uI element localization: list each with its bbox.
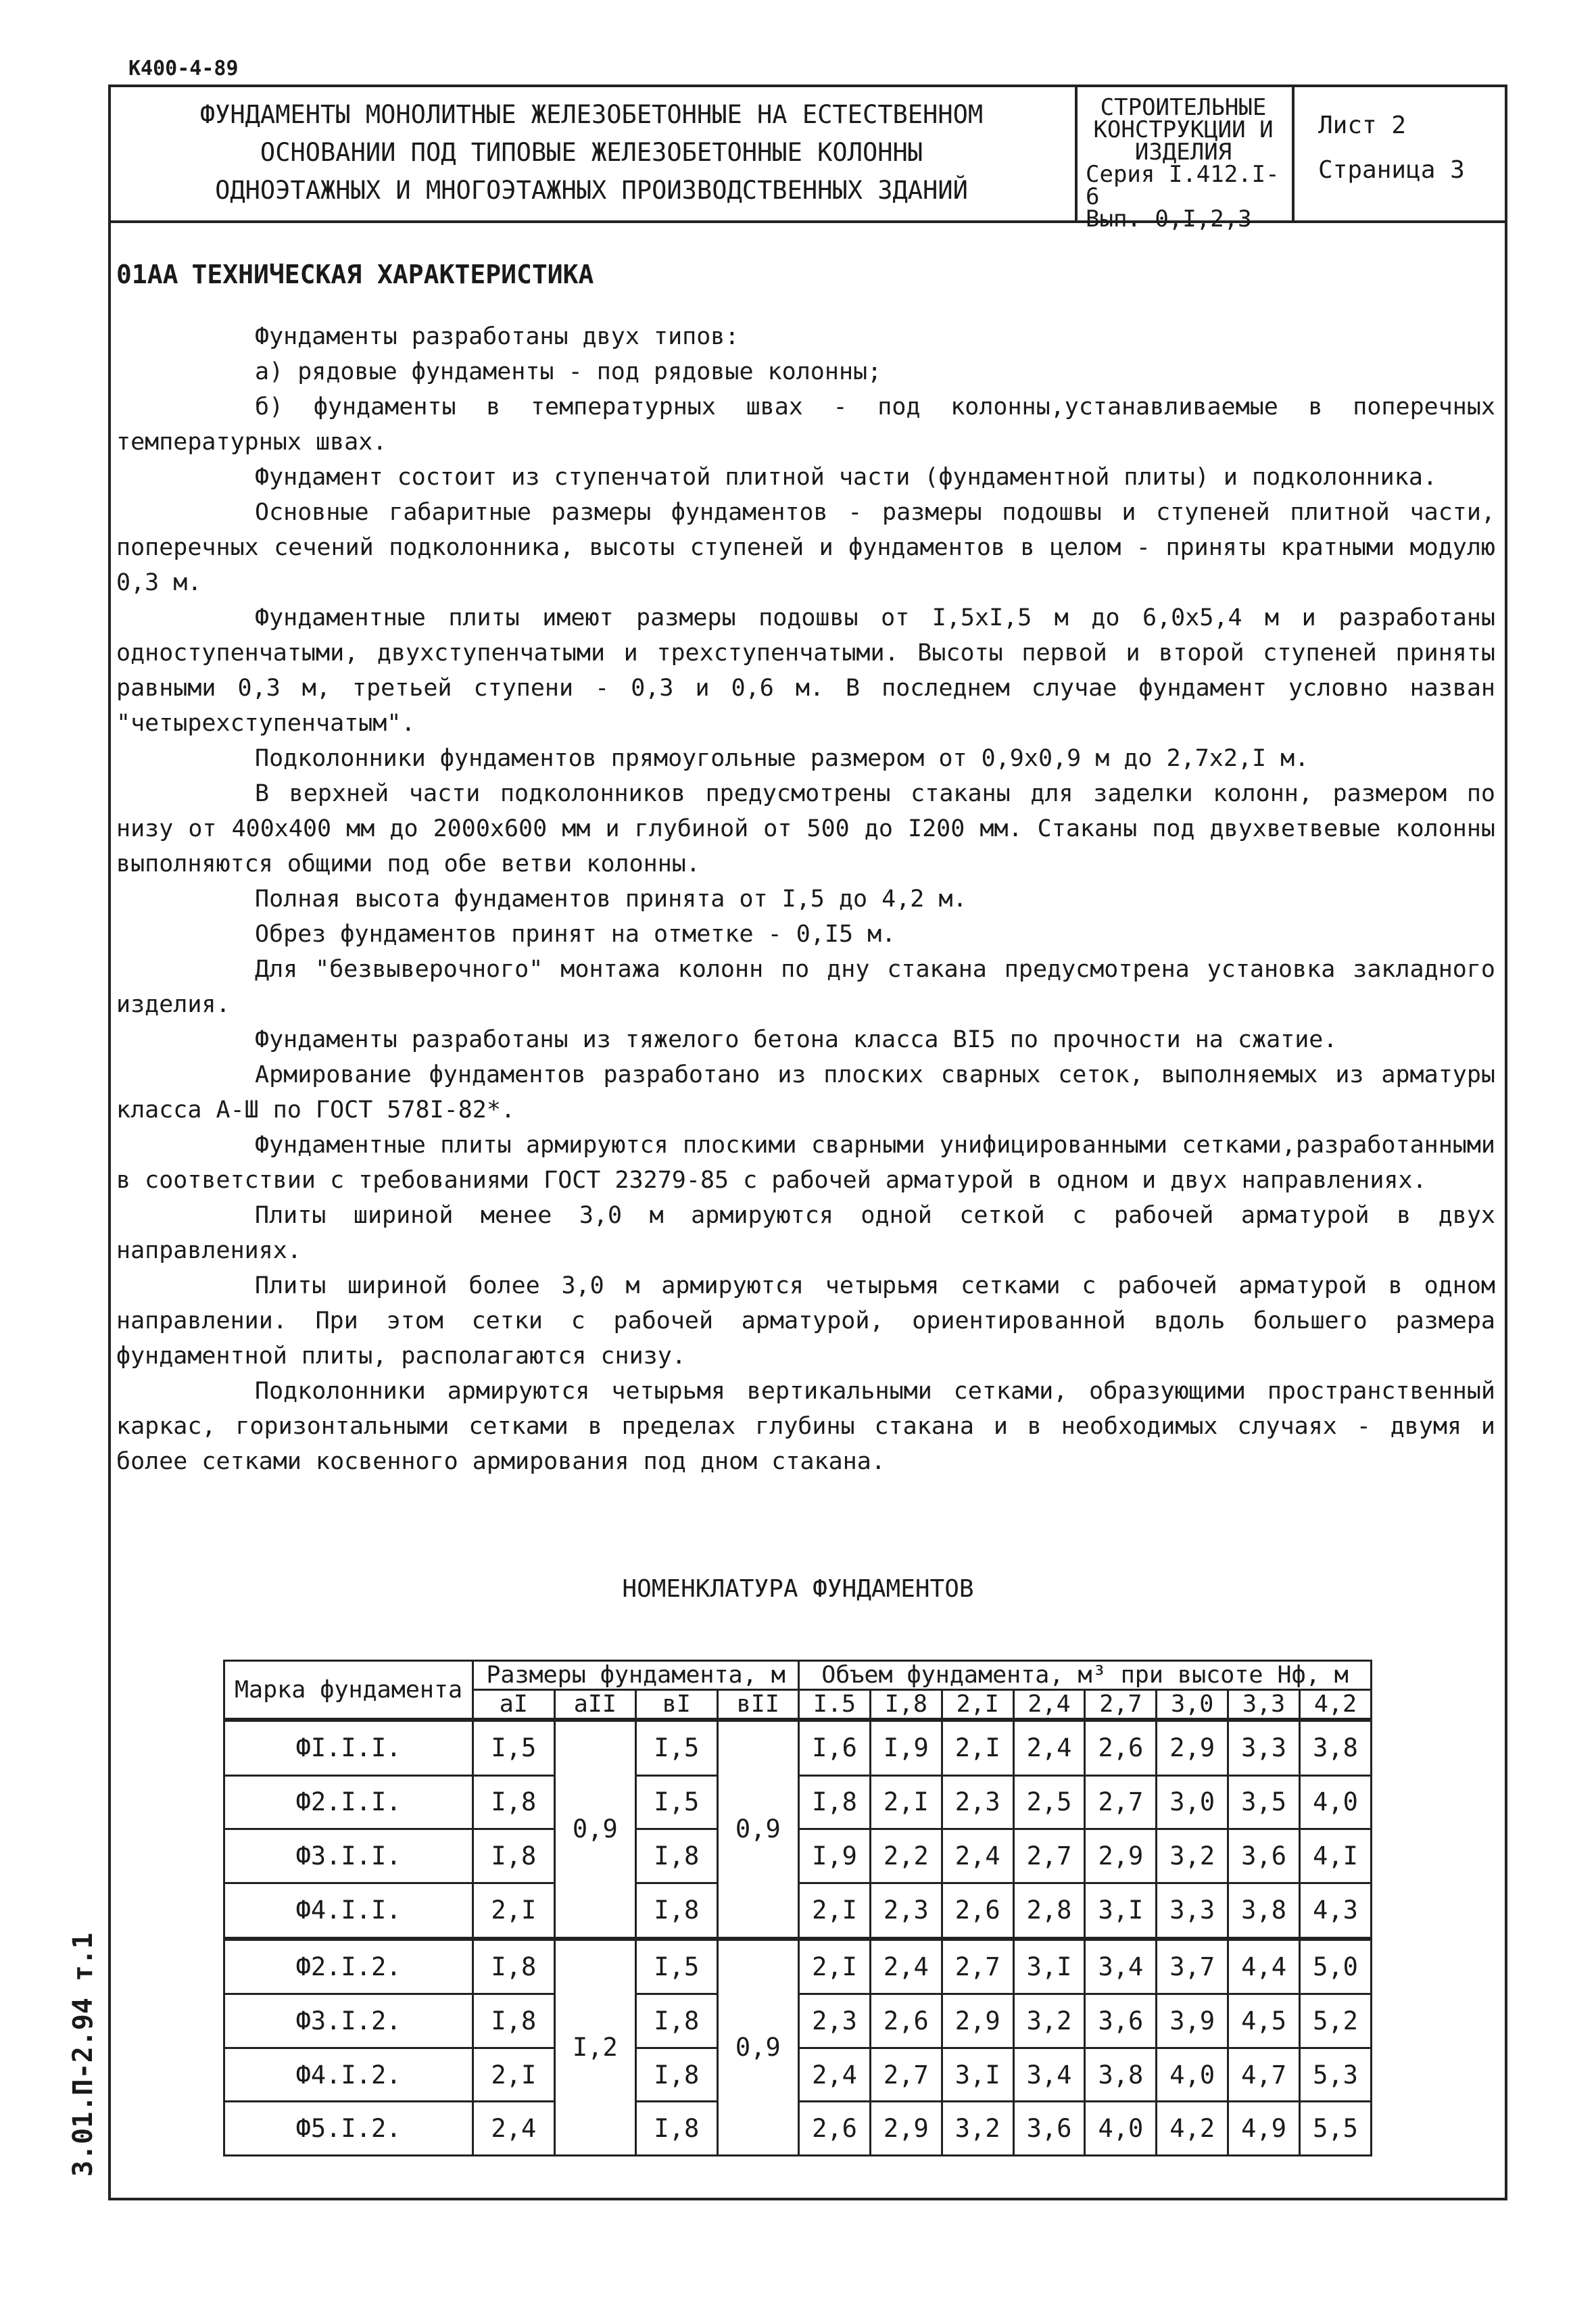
document-title bbox=[108, 85, 1078, 220]
volume-cell: 3,I bbox=[1013, 1939, 1085, 1994]
paragraph: Фундаменты разработаны из тяжелого бетона класса BI5 по прочности на сжатие. bbox=[255, 1026, 1338, 1053]
paragraph: Подколонники фундаментов прямоугольные размером от 0,9x0,9 м до 2,7x2,I м. bbox=[255, 745, 1309, 772]
paragraph: б) фундаменты в температурных швах - под колонны,устанавливаемые в поперечных температурных швах. bbox=[116, 393, 1495, 456]
a1-cell: I,5 bbox=[473, 1720, 555, 1775]
column-header-sizes: Размеры фундамента, м bbox=[473, 1661, 799, 1690]
volume-cell: 2,I bbox=[870, 1775, 942, 1829]
table-group bbox=[224, 1939, 1372, 2156]
section-number: 01АА bbox=[116, 260, 178, 289]
volume-cell: 2,7 bbox=[942, 1939, 1013, 1994]
b1-cell: I,5 bbox=[636, 1720, 718, 1775]
paragraph: Фундаментные плиты имеют размеры подошвы от I,5xI,5 м до 6,0x5,4 м и разработаны одноступенчатыми, двухступенчатыми и трехступенчатыми. Высоты первой и второй ступеней приняты равными 0,3 м, третьей ступени - 0,3 и 0,6 м. В последнем случае фундамент условно назван "четырехступенчатым". bbox=[116, 604, 1495, 737]
volume-cell: 3,9 bbox=[1157, 1994, 1228, 2048]
volume-cell: 3,6 bbox=[1085, 1994, 1157, 2048]
paragraph: Армирование фундаментов разработано из плоских сварных сеток, выполняемых из арматуры класса А-Ш по ГОСТ 578I-82*. bbox=[116, 1061, 1495, 1124]
volume-cell: 3,3 bbox=[1157, 1883, 1228, 1938]
volume-cell: 3,4 bbox=[1085, 1939, 1157, 1994]
series-number: Серия I.412.I-6 bbox=[1086, 161, 1280, 210]
column-header-mark: Марка фундамента bbox=[224, 1661, 473, 1720]
volume-cell: I,9 bbox=[870, 1720, 942, 1775]
size-header: aII bbox=[554, 1690, 636, 1720]
volume-cell: 2,2 bbox=[870, 1829, 942, 1883]
nomenclature-table bbox=[223, 1660, 1372, 2156]
page-number: Страница 3 bbox=[1318, 156, 1465, 184]
volume-cell: 2,6 bbox=[799, 2102, 871, 2156]
volume-cell: 2,I bbox=[942, 1720, 1013, 1775]
height-header: I.5 bbox=[799, 1690, 871, 1720]
height-header: 2,4 bbox=[1013, 1690, 1085, 1720]
a1-cell: I,8 bbox=[473, 1939, 555, 1994]
paragraph: Обрез фундаментов принят на отметке - 0,I5 м. bbox=[255, 921, 896, 948]
a2-cell: 0,9 bbox=[554, 1720, 636, 1939]
volume-cell: 4,2 bbox=[1157, 2102, 1228, 2156]
size-header: вII bbox=[717, 1690, 799, 1720]
mark-cell: Ф2.I.I. bbox=[224, 1775, 473, 1829]
volume-cell: 2,5 bbox=[1013, 1775, 1085, 1829]
paragraph: Фундаменты разработаны двух типов: bbox=[255, 323, 740, 350]
volume-cell: 3,0 bbox=[1157, 1775, 1228, 1829]
paragraph: а) рядовые фундаменты - под рядовые колонны; bbox=[255, 358, 882, 385]
height-header: 3,3 bbox=[1228, 1690, 1300, 1720]
sheet-number: Лист 2 bbox=[1318, 112, 1407, 139]
height-header: 3,0 bbox=[1157, 1690, 1228, 1720]
volume-cell: 5,0 bbox=[1299, 1939, 1371, 1994]
table-group bbox=[224, 1720, 1372, 1939]
b1-cell: I,5 bbox=[636, 1775, 718, 1829]
mark-cell: Ф3.I.I. bbox=[224, 1829, 473, 1883]
volume-cell: 2,7 bbox=[1013, 1829, 1085, 1883]
volume-cell: 2,6 bbox=[870, 1994, 942, 2048]
volume-cell: I,9 bbox=[799, 1829, 871, 1883]
a1-cell: 2,I bbox=[473, 1883, 555, 1938]
volume-cell: I,8 bbox=[799, 1775, 871, 1829]
volume-cell: 2,3 bbox=[942, 1775, 1013, 1829]
volume-cell: 2,8 bbox=[1013, 1883, 1085, 1938]
b2-cell: 0,9 bbox=[717, 1720, 799, 1939]
volume-cell: 2,9 bbox=[1085, 1829, 1157, 1883]
volume-cell: 2,7 bbox=[1085, 1775, 1157, 1829]
height-header: I,8 bbox=[870, 1690, 942, 1720]
series-block bbox=[1075, 85, 1295, 233]
b1-cell: I,8 bbox=[636, 2102, 718, 2156]
volume-cell: 2,7 bbox=[870, 2048, 942, 2102]
volume-cell: 3,7 bbox=[1157, 1939, 1228, 1994]
issue-number: Вып. 0,I,2,3 bbox=[1086, 206, 1252, 233]
title-line: ОСНОВАНИИ ПОД ТИПОВЫЕ ЖЕЛЕЗОБЕТОННЫЕ КОЛОННЫ bbox=[260, 137, 923, 167]
section-heading bbox=[116, 257, 1495, 292]
volume-cell: 2,4 bbox=[870, 1939, 942, 1994]
volume-cell: 3,6 bbox=[1228, 1829, 1300, 1883]
volume-cell: 3,2 bbox=[942, 2102, 1013, 2156]
height-header: 2,7 bbox=[1085, 1690, 1157, 1720]
height-header: 2,I bbox=[942, 1690, 1013, 1720]
volume-cell: 2,3 bbox=[799, 1994, 871, 2048]
mark-cell: Ф5.I.2. bbox=[224, 2102, 473, 2156]
mark-cell: Ф4.I.I. bbox=[224, 1883, 473, 1938]
mark-cell: Ф3.I.2. bbox=[224, 1994, 473, 2048]
volume-cell: 5,5 bbox=[1299, 2102, 1371, 2156]
volume-cell: 3,5 bbox=[1228, 1775, 1300, 1829]
volume-cell: 3,I bbox=[1085, 1883, 1157, 1938]
mark-cell: Ф2.I.2. bbox=[224, 1939, 473, 1994]
a1-cell: I,8 bbox=[473, 1994, 555, 2048]
volume-cell: 3,8 bbox=[1085, 2048, 1157, 2102]
volume-cell: 4,0 bbox=[1157, 2048, 1228, 2102]
volume-cell: 4,7 bbox=[1228, 2048, 1300, 2102]
size-header: вI bbox=[636, 1690, 718, 1720]
mark-cell: ФI.I.I. bbox=[224, 1720, 473, 1775]
table-title: НОМЕНКЛАТУРА ФУНДАМЕНТОВ bbox=[622, 1575, 974, 1603]
paragraph: Основные габаритные размеры фундаментов - размеры подошвы и ступеней плитной части, поперечных сечений подколонника, высоты ступеней и фундаментов в целом - приняты кратными модулю 0,3 м. bbox=[116, 499, 1495, 596]
volume-cell: 3,2 bbox=[1157, 1829, 1228, 1883]
volume-cell: 3,3 bbox=[1228, 1720, 1300, 1775]
volume-cell: 3,2 bbox=[1013, 1994, 1085, 2048]
paragraph: В верхней части подколонников предусмотрены стаканы для заделки колонн, размером по низу от 400x400 мм до 2000x600 мм и глубиной от 500 до I200 мм. Стаканы под двухветвевые колонны выполняются общими под обе ветви колонны. bbox=[116, 780, 1495, 877]
a2-cell: I,2 bbox=[554, 1939, 636, 2156]
column-header-volume: Объем фундамента, м³ при высоте Нф, м bbox=[799, 1661, 1372, 1690]
volume-cell: 5,3 bbox=[1299, 2048, 1371, 2102]
document-code: К400-4-89 bbox=[128, 57, 239, 80]
volume-cell: 4,9 bbox=[1228, 2102, 1300, 2156]
volume-cell: 5,2 bbox=[1299, 1994, 1371, 2048]
paragraph: Для "безвыверочного" монтажа колонн по дну стакана предусмотрена установка закладного изделия. bbox=[116, 956, 1495, 1018]
volume-cell: 2,9 bbox=[1157, 1720, 1228, 1775]
paragraph: Полная высота фундаментов принята от I,5 до 4,2 м. bbox=[255, 886, 967, 913]
volume-cell: 3,8 bbox=[1228, 1883, 1300, 1938]
paragraph: Фундаментные плиты армируются плоскими сварными унифицированными сетками,разработанными в соответствии с требованиями ГОСТ 23279-85 с рабочей арматурой в одном и двух направлениях. bbox=[116, 1132, 1495, 1194]
volume-cell: 4,0 bbox=[1085, 2102, 1157, 2156]
volume-cell: 3,6 bbox=[1013, 2102, 1085, 2156]
paragraph: Плиты шириной более 3,0 м армируются четырьмя сетками с рабочей арматурой в одном направлении. При этом сетки с рабочей арматурой, ориентированной вдоль большего размера фундаментной плиты, располагаются снизу. bbox=[116, 1272, 1495, 1370]
title-line: ФУНДАМЕНТЫ МОНОЛИТНЫЕ ЖЕЛЕЗОБЕТОННЫЕ НА ЕСТЕСТВЕННОМ bbox=[199, 99, 984, 129]
volume-cell: 2,I bbox=[799, 1883, 871, 1938]
volume-cell: I,6 bbox=[799, 1720, 871, 1775]
b1-cell: I,5 bbox=[636, 1939, 718, 1994]
paragraph: Фундамент состоит из ступенчатой плитной части (фундаментной плиты) и подколонника. bbox=[255, 464, 1437, 491]
body-text bbox=[116, 257, 1495, 1479]
org-line: ИЗДЕЛИЯ bbox=[1134, 139, 1232, 166]
volume-cell: 2,4 bbox=[1013, 1720, 1085, 1775]
org-line: КОНСТРУКЦИИ И bbox=[1093, 116, 1274, 143]
volume-cell: 4,I bbox=[1299, 1829, 1371, 1883]
volume-cell: 2,4 bbox=[799, 2048, 871, 2102]
volume-cell: 2,6 bbox=[1085, 1720, 1157, 1775]
b2-cell: 0,9 bbox=[717, 1939, 799, 2156]
b1-cell: I,8 bbox=[636, 2048, 718, 2102]
section-title: ТЕХНИЧЕСКАЯ ХАРАКТЕРИСТИКА bbox=[191, 260, 594, 289]
a1-cell: I,8 bbox=[473, 1829, 555, 1883]
paragraph: Плиты шириной менее 3,0 м армируются одной сеткой с рабочей арматурой в двух направлениях. bbox=[116, 1202, 1495, 1264]
paragraph: Подколонники армируются четырьмя вертикальными сетками, образующими пространственный каркас, горизонтальными сетками в пределах глубины стакана и в необходимых случаях - двумя и более сетками косвенного армирования под дном стакана. bbox=[116, 1378, 1495, 1475]
org-line: СТРОИТЕЛЬНЫЕ bbox=[1100, 94, 1267, 121]
volume-cell: 4,0 bbox=[1299, 1775, 1371, 1829]
volume-cell: 2,9 bbox=[870, 2102, 942, 2156]
title-line: ОДНОЭТАЖНЫХ И МНОГОЭТАЖНЫХ ПРОИЗВОДСТВЕННЫХ ЗДАНИЙ bbox=[215, 175, 968, 205]
a1-cell: 2,I bbox=[473, 2048, 555, 2102]
volume-cell: 4,5 bbox=[1228, 1994, 1300, 2048]
side-stamp: 3.01.П-2.94 т.1 bbox=[68, 1932, 99, 2177]
volume-cell: 4,3 bbox=[1299, 1883, 1371, 1938]
mark-cell: Ф4.I.2. bbox=[224, 2048, 473, 2102]
volume-cell: 2,6 bbox=[942, 1883, 1013, 1938]
title-block bbox=[108, 85, 1507, 233]
a1-cell: I,8 bbox=[473, 1775, 555, 1829]
size-header: aI bbox=[473, 1690, 555, 1720]
volume-cell: 2,4 bbox=[942, 1829, 1013, 1883]
b1-cell: I,8 bbox=[636, 1829, 718, 1883]
volume-cell: 2,9 bbox=[942, 1994, 1013, 2048]
b1-cell: I,8 bbox=[636, 1883, 718, 1938]
volume-cell: 3,8 bbox=[1299, 1720, 1371, 1775]
volume-cell: 2,3 bbox=[870, 1883, 942, 1938]
table-row bbox=[224, 1720, 1372, 1775]
volume-cell: 3,4 bbox=[1013, 2048, 1085, 2102]
a1-cell: 2,4 bbox=[473, 2102, 555, 2156]
volume-cell: 4,4 bbox=[1228, 1939, 1300, 1994]
table-row bbox=[224, 1939, 1372, 1994]
volume-cell: 2,I bbox=[799, 1939, 871, 1994]
sheet-block bbox=[1295, 85, 1505, 220]
b1-cell: I,8 bbox=[636, 1994, 718, 2048]
height-header: 4,2 bbox=[1299, 1690, 1371, 1720]
volume-cell: 3,I bbox=[942, 2048, 1013, 2102]
